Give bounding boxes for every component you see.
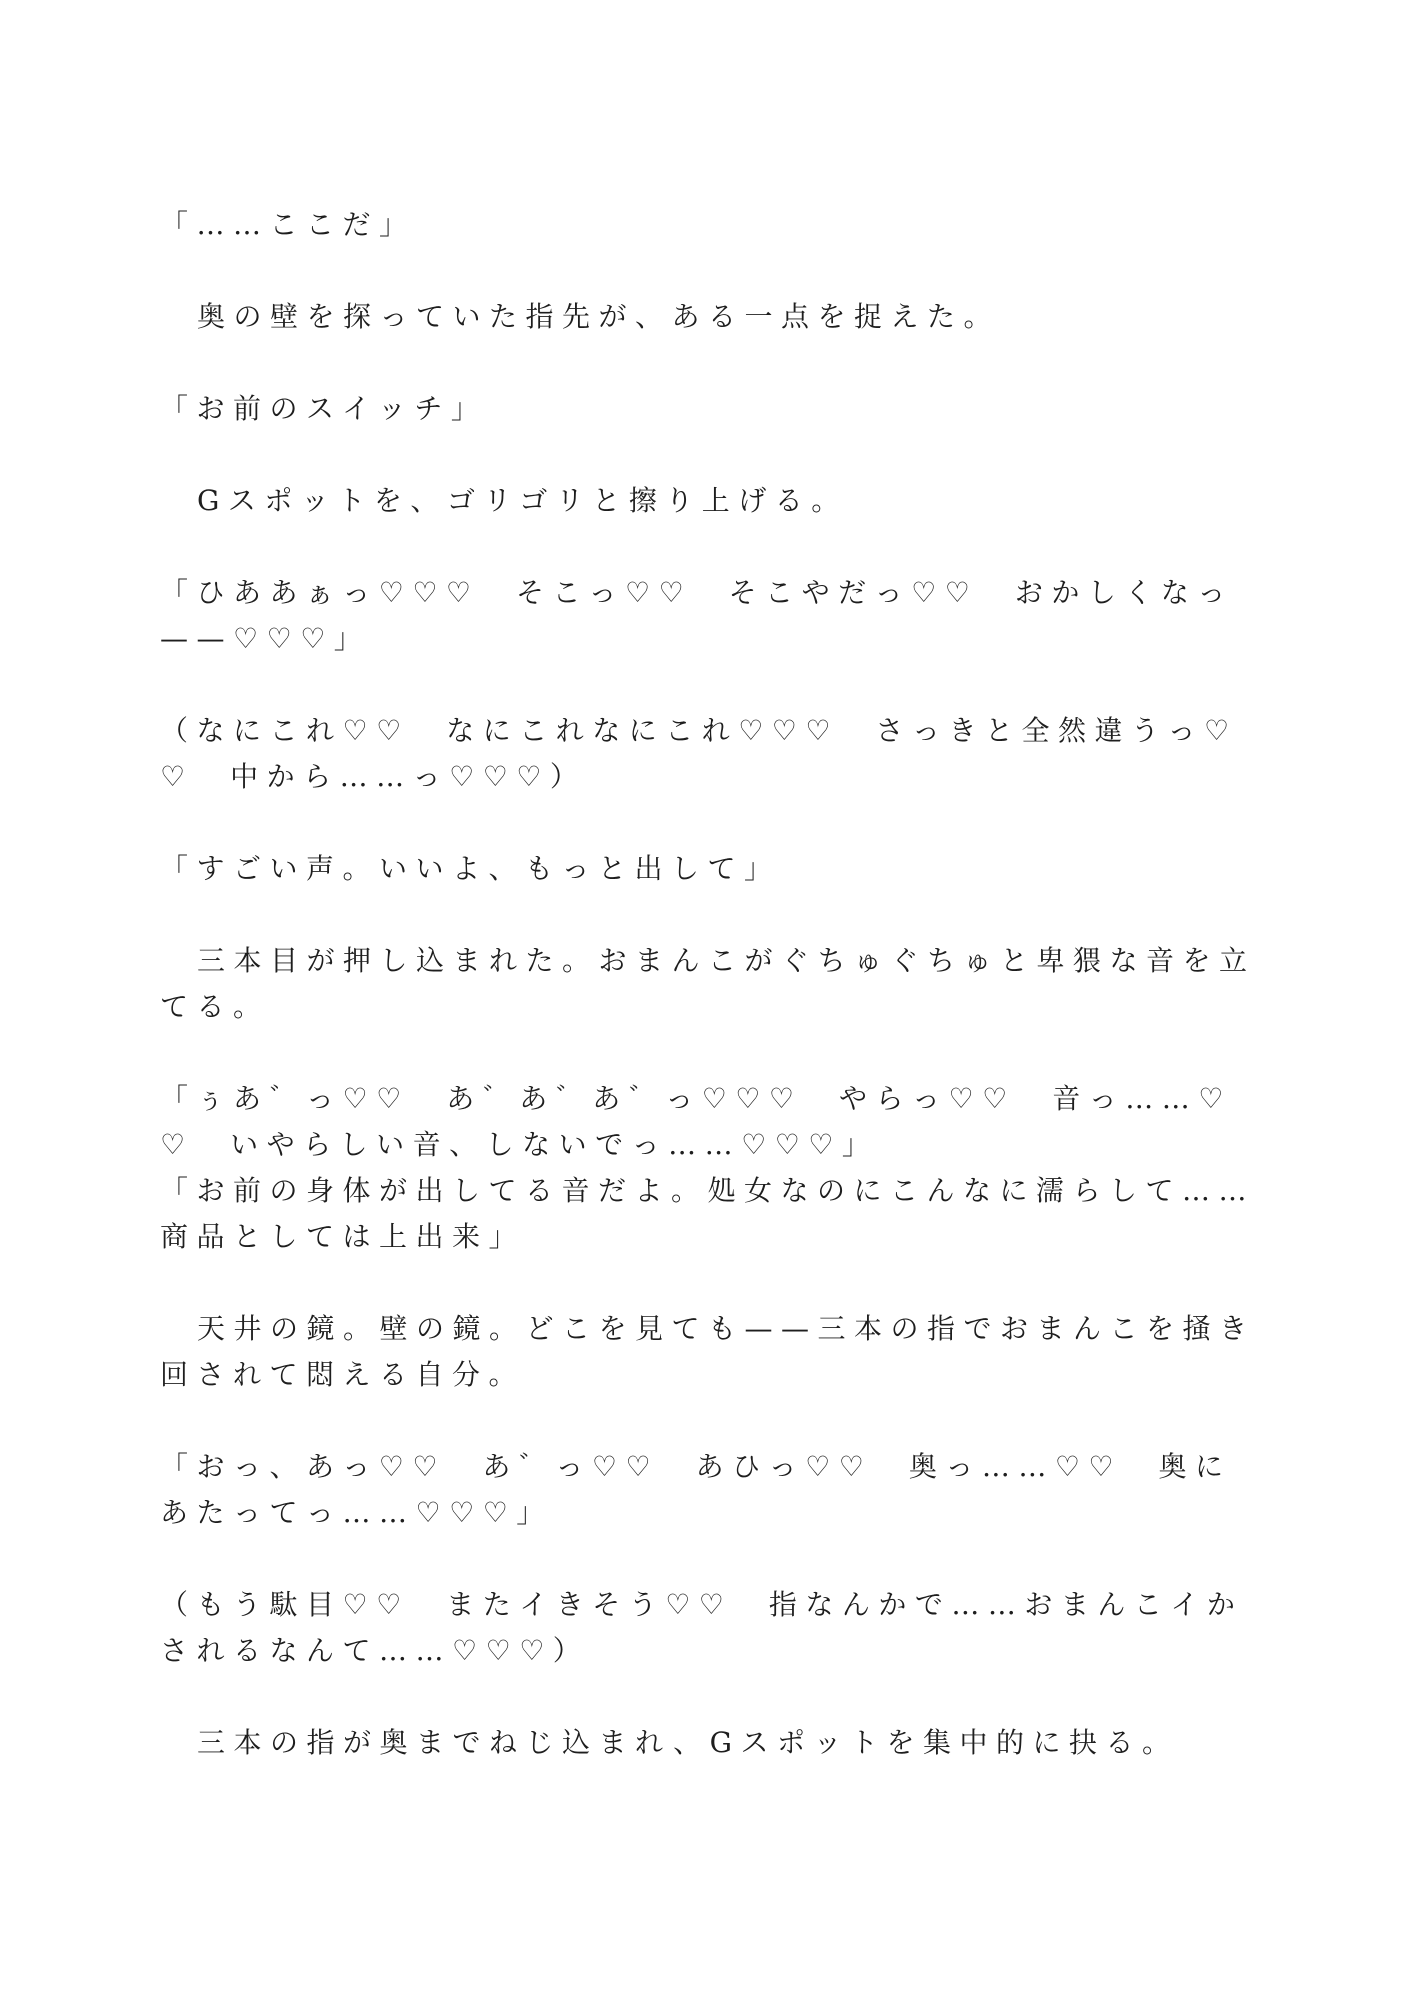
- text-line: 三本目が押し込まれた。おまんこがぐちゅぐちゅと卑猥な音を立: [197, 944, 1256, 977]
- text-line: 「お前の身体が出してる音だよ。処女なのにこんなに濡らして……: [160, 1174, 1256, 1207]
- text-line: 「ひああぁっ♡♡♡ そこっ♡♡ そこやだっ♡♡ おかしくなっ: [160, 576, 1234, 609]
- text-line: ♡ いやらしい音、しないでっ……♡♡♡」: [160, 1128, 879, 1161]
- paragraph: [160, 1076, 1340, 1168]
- text-line: ——♡♡♡」: [160, 622, 371, 655]
- text-line: 三本の指が奥までねじ込まれ、Gスポットを集中的に抉る。: [197, 1726, 1179, 1759]
- text-line: 「……ここだ」: [160, 208, 416, 241]
- paragraph: [160, 386, 1340, 432]
- text-line: 「おっ、あっ♡♡ あ゛っ♡♡ あひっ♡♡ 奥っ……♡♡ 奥に: [160, 1450, 1232, 1483]
- text-line: 奥の壁を探っていた指先が、ある一点を捉えた。: [197, 300, 1001, 333]
- paragraph: [160, 938, 1340, 1030]
- text-line: （なにこれ♡♡ なにこれなにこれ♡♡♡ さっきと全然違うっ♡: [160, 714, 1238, 747]
- paragraph: [160, 708, 1340, 800]
- paragraph: [160, 1720, 1340, 1766]
- paragraph: [160, 1168, 1340, 1260]
- text-line: Gスポットを、ゴリゴリと擦り上げる。: [197, 484, 848, 517]
- text-content: [160, 202, 1340, 1766]
- text-line: 「ぅあ゛っ♡♡ あ゛あ゛あ゛っ♡♡♡ やらっ♡♡ 音っ……♡: [160, 1082, 1232, 1115]
- text-line: 「すごい声。いいよ、もっと出して」: [160, 852, 781, 885]
- paragraph: [160, 1582, 1340, 1674]
- paragraph: [160, 570, 1340, 662]
- text-line: 天井の鏡。壁の鏡。どこを見ても——三本の指でおまんこを掻き: [197, 1312, 1256, 1345]
- text-line: （もう駄目♡♡ またイきそう♡♡ 指なんかで……おまんこイか: [160, 1588, 1244, 1621]
- text-line: 商品としては上出来」: [160, 1220, 526, 1253]
- paragraph: [160, 1444, 1340, 1536]
- text-line: ♡ 中から……っ♡♡♡）: [160, 760, 587, 793]
- paragraph: [160, 294, 1340, 340]
- paragraph: [160, 1306, 1340, 1398]
- text-line: あたってっ……♡♡♡」: [160, 1496, 553, 1529]
- paragraph: [160, 846, 1340, 892]
- text-line: 回されて悶える自分。: [160, 1358, 526, 1391]
- text-line: てる。: [160, 990, 270, 1023]
- paragraph: [160, 478, 1340, 524]
- text-line: されるなんて……♡♡♡）: [160, 1634, 590, 1667]
- paragraph: [160, 202, 1340, 248]
- text-line: 「お前のスイッチ」: [160, 392, 488, 425]
